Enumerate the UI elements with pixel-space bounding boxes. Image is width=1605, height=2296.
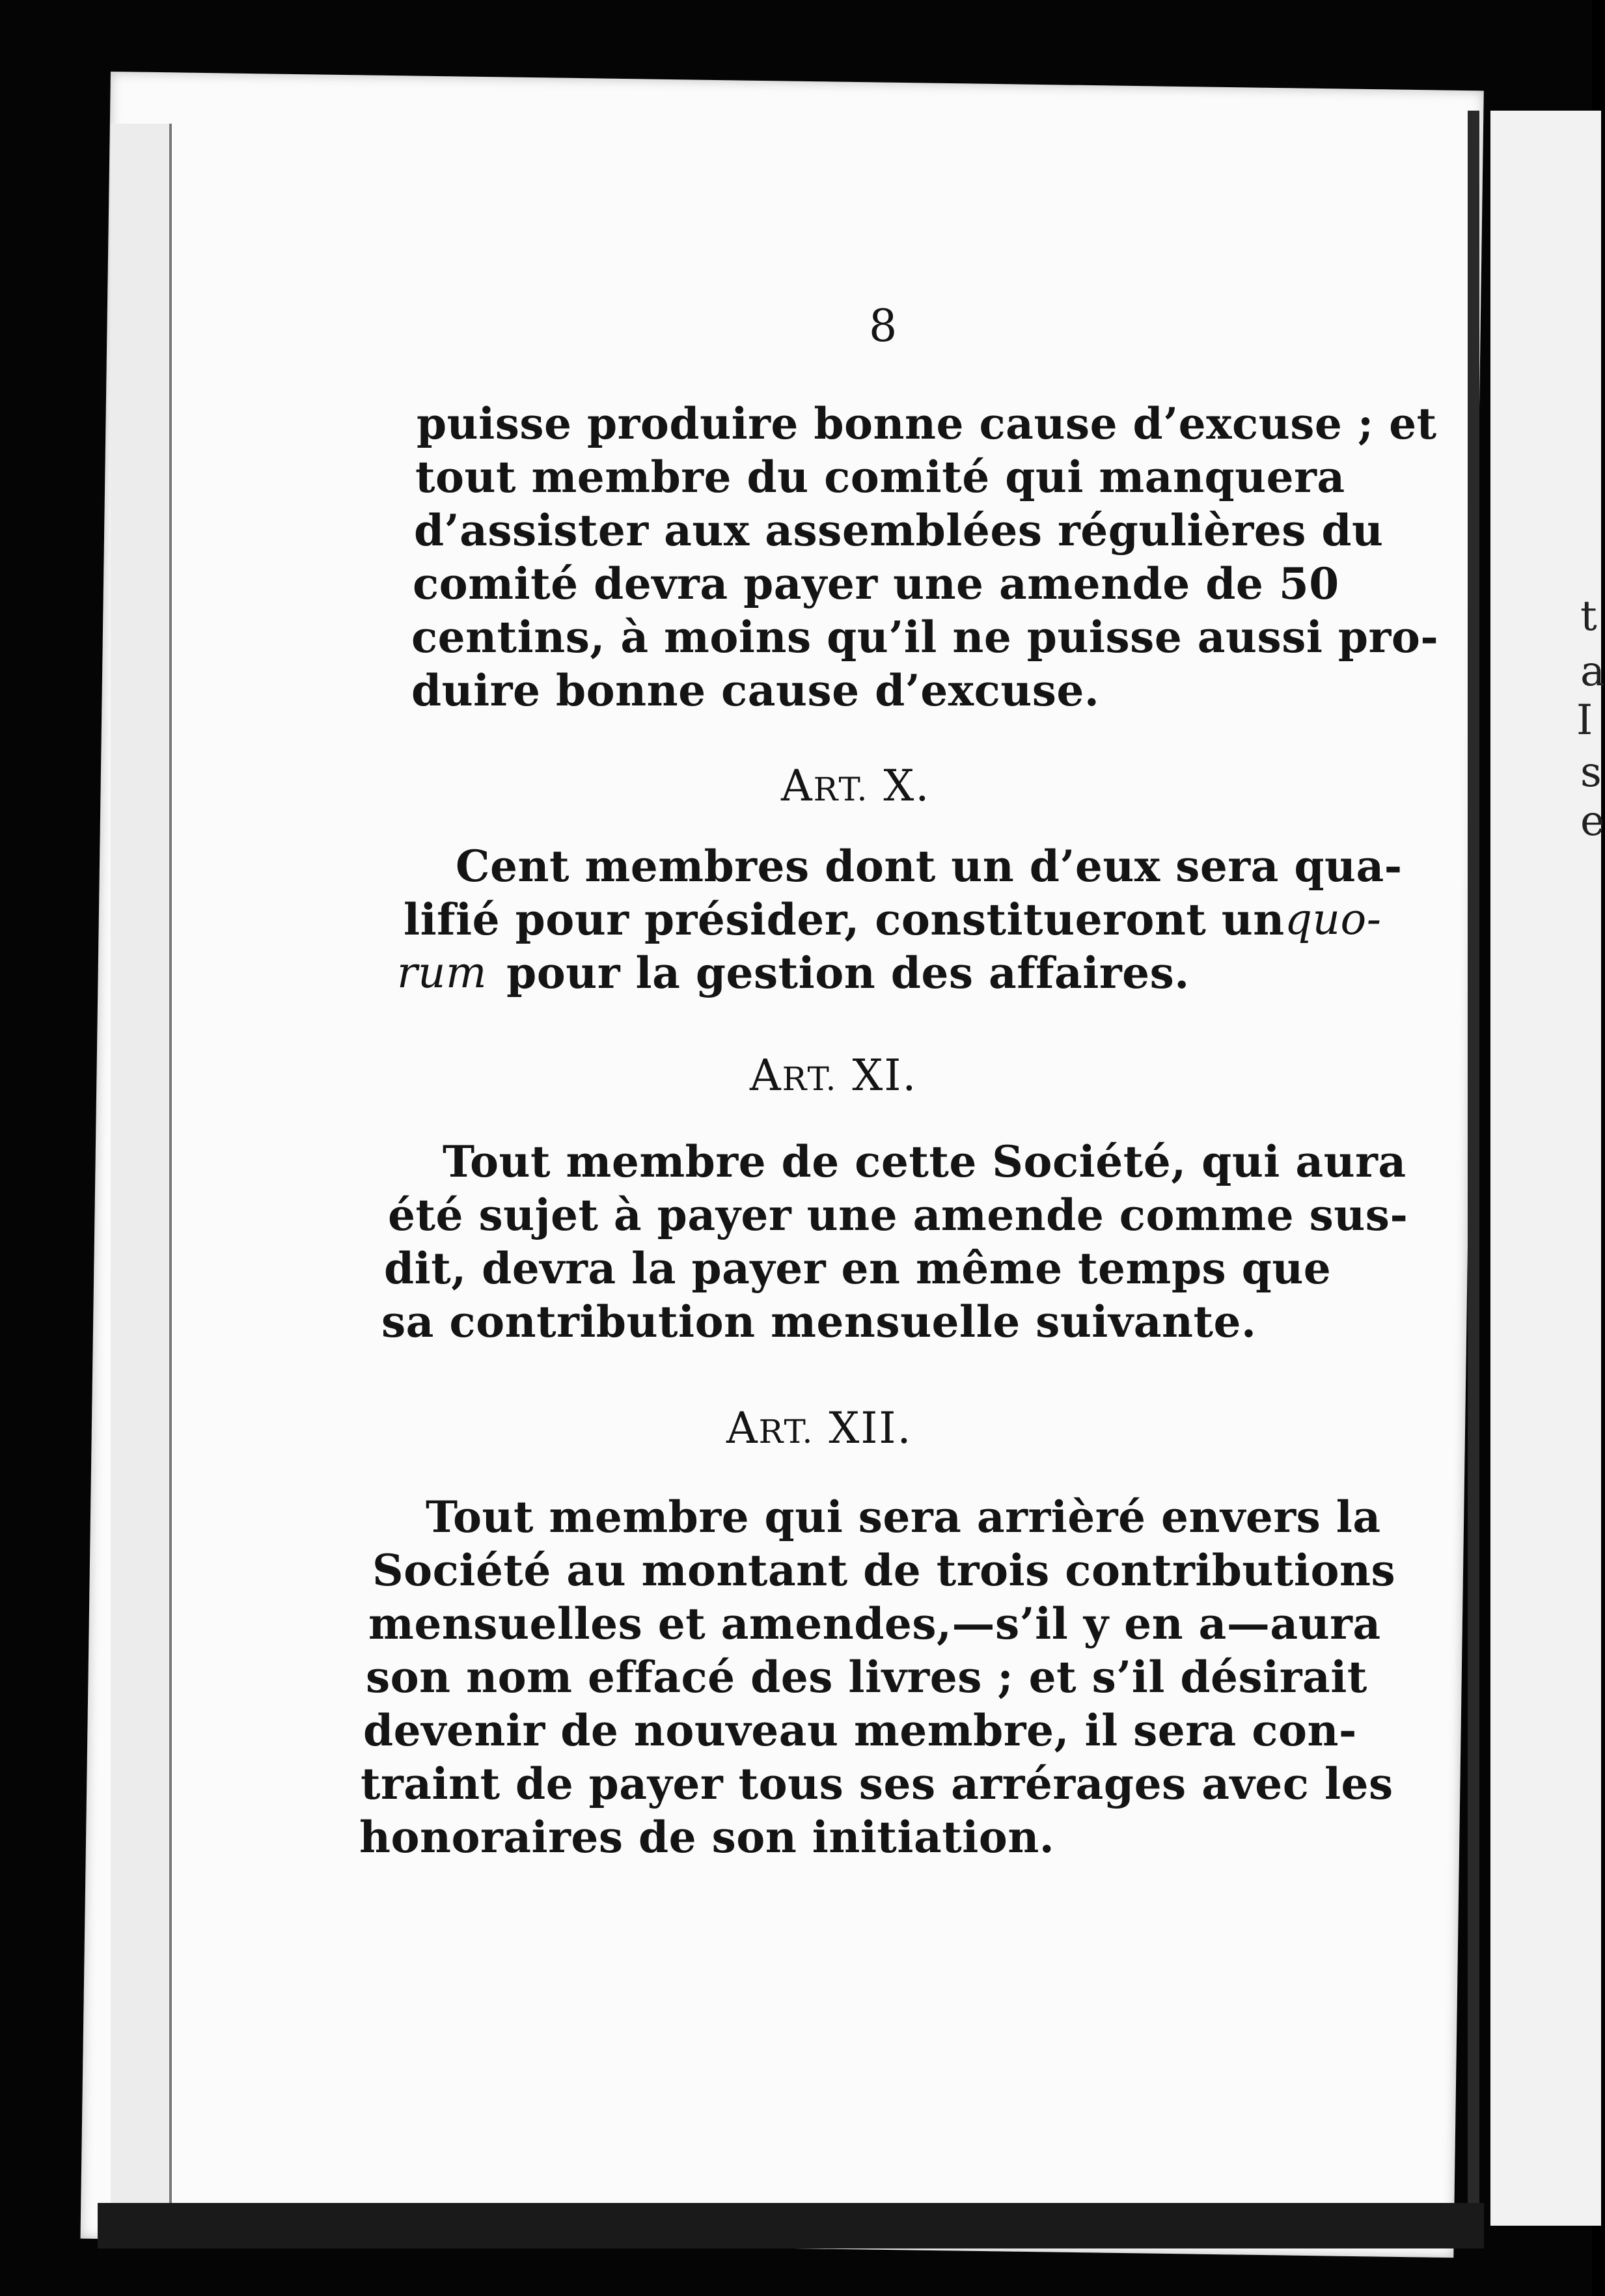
article-heading-prefix: A — [781, 761, 814, 811]
text-line: comité devra payer une amende de 50 — [413, 558, 1339, 609]
article-heading — [781, 761, 931, 811]
text-line: puisse produire bonne cause d’excuse ; et — [417, 398, 1437, 449]
article-heading — [750, 1050, 918, 1100]
text-line: honoraires de son initiation. — [359, 1812, 1055, 1863]
text-line: devenir de nouveau membre, il sera con- — [363, 1705, 1357, 1756]
text-line: duire bonne cause d’excuse. — [411, 665, 1100, 716]
article-heading-numeral: XII. — [829, 1403, 912, 1453]
text-line: sa contribution mensuelle suivante. — [381, 1296, 1257, 1347]
next-page-fragment: I — [1576, 696, 1593, 745]
article-heading-numeral: XI. — [852, 1050, 918, 1100]
text-line-part: lifié pour présider, constitueront un — [404, 894, 1285, 945]
article-heading-smallcaps: RT. — [758, 1413, 814, 1451]
text-line: Cent membres dont un d’eux sera qua- — [456, 841, 1403, 892]
text-line: traint de payer tous ses arrérages avec les — [361, 1758, 1393, 1809]
article-heading — [726, 1403, 912, 1453]
article-heading-smallcaps: RT. — [813, 771, 869, 808]
text-line: tout membre du comité qui manquera — [415, 452, 1345, 502]
article-heading-numeral: X. — [883, 761, 931, 811]
next-page-fragment: e — [1580, 797, 1605, 845]
article-heading-smallcaps: RT. — [782, 1060, 838, 1098]
text-line: Tout membre de cette Société, qui aura — [443, 1136, 1406, 1187]
text-line: Tout membre qui sera arrièré envers la — [426, 1492, 1381, 1542]
text-line: son nom effacé des livres ; et s’il désirait — [366, 1652, 1367, 1702]
text-line: dit, devra la payer en même temps que — [384, 1243, 1332, 1294]
next-page-fragment: s — [1580, 748, 1602, 797]
text-line: Société au montant de trois contributions — [372, 1545, 1396, 1596]
page-number: 8 — [869, 301, 898, 352]
text-line: mensuelles et amendes,—s’il y en a—aura — [368, 1598, 1381, 1649]
article-heading-prefix: A — [750, 1050, 782, 1100]
text-line: été sujet à payer une amende comme sus- — [388, 1190, 1408, 1240]
next-page-fragment: t — [1580, 592, 1597, 640]
italic-word: rum — [397, 948, 487, 998]
text-line: centins, à moins qu’il ne puisse aussi pro- — [411, 612, 1439, 663]
article-heading-prefix: A — [726, 1403, 759, 1453]
text-line — [397, 948, 1190, 998]
italic-word: quo- — [1284, 894, 1382, 944]
next-page-fragment: a — [1580, 648, 1605, 696]
text-line: d’assister aux assemblées régulières du — [414, 505, 1384, 556]
text-line-part: pour la gestion des affaires. — [506, 948, 1190, 998]
text-line — [404, 894, 1382, 945]
